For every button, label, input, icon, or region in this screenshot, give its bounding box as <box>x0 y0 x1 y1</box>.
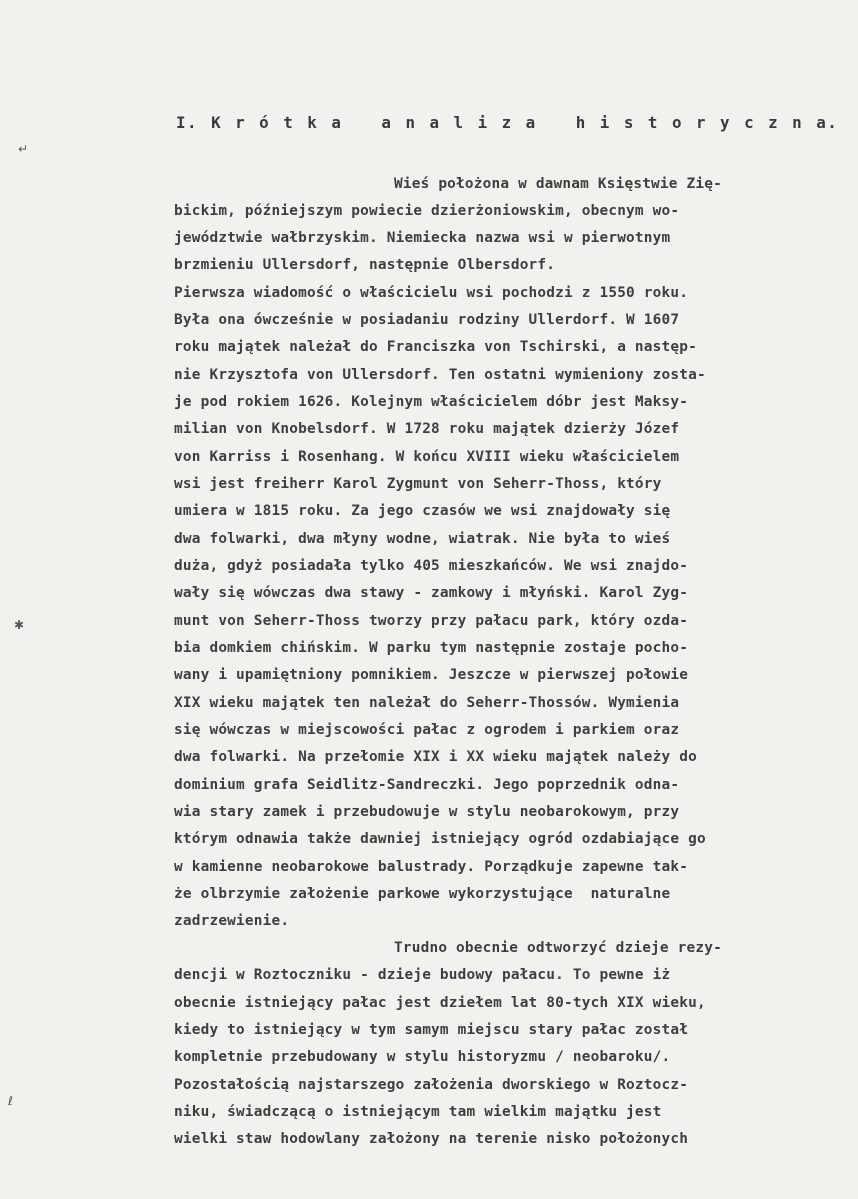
text-line: kiedy to istniejący w tym samym miejscu stary pałac został <box>174 1022 689 1038</box>
text-line: bickim, późniejszym powiecie dzierżoniowskim, obecnym wo- <box>174 203 680 219</box>
text-line: Trudno obecnie odtworzyć dzieje rezy- <box>394 940 722 956</box>
text-line: wany i upamiętniony pomnikiem. Jeszcze w pierwszej połowie <box>174 667 689 683</box>
text-line: Była ona ówcześnie w posiadaniu rodziny Ullerdorf. W 1607 <box>174 312 680 328</box>
text-line: dwa folwarki. Na przełomie XIX i XX wieku majątek należy do <box>174 749 697 765</box>
text-line: Wieś położona w dawnam Księstwie Zię- <box>394 176 722 192</box>
text-line: Pierwsza wiadomość o właścicielu wsi pochodzi z 1550 roku. <box>174 285 689 301</box>
text-line: zadrzewienie. <box>174 913 290 929</box>
text-line: wia stary zamek i przebudowuje w stylu neobarokowym, przy <box>174 804 680 820</box>
text-line: wielki staw hodowlany założony na terenie nisko położonych <box>174 1131 689 1147</box>
text-line: wały się wówczas dwa stawy - zamkowy i młyński. Karol Zyg- <box>174 585 689 601</box>
text-line: dominium grafa Seidlitz-Sandreczki. Jego poprzednik odna- <box>174 777 680 793</box>
text-line: się wówczas w miejscowości pałac z ogrodem i parkiem oraz <box>174 722 680 738</box>
text-line: XIX wieku majątek ten należał do Seherr-Thossów. Wymienia <box>174 695 680 711</box>
text-line: nie Krzysztofa von Ullersdorf. Ten ostatni wymieniony zosta- <box>174 367 706 383</box>
text-line: milian von Knobelsdorf. W 1728 roku majątek dzierży Józef <box>174 421 680 437</box>
text-line: brzmieniu Ullersdorf, następnie Olbersdorf. <box>174 257 556 273</box>
text-line: kompletnie przebudowany w stylu historyzmu / neobaroku/. <box>174 1049 671 1065</box>
text-line: że olbrzymie założenie parkowe wykorzystujące naturalne <box>174 886 671 902</box>
text-line: bia domkiem chińskim. W parku tym następnie zostaje pocho- <box>174 640 689 656</box>
text-line: umiera w 1815 roku. Za jego czasów we wsi znajdowały się <box>174 503 671 519</box>
text-line: munt von Seherr-Thoss tworzy przy pałacu park, który ozda- <box>174 613 689 629</box>
text-line: von Karriss i Rosenhang. W końcu XVIII wieku właścicielem <box>174 449 680 465</box>
text-line: roku majątek należał do Franciszka von Tschirski, a następ- <box>174 339 697 355</box>
text-line: dencji w Roztoczniku - dzieje budowy pałacu. To pewne iż <box>174 967 671 983</box>
text-line: niku, świadczącą o istniejącym tam wielkim majątku jest <box>174 1104 662 1120</box>
punch-mark-middle: ✱ <box>14 618 25 632</box>
punch-mark-top: ↵ <box>18 142 29 156</box>
text-line: wsi jest freiherr Karol Zygmunt von Seherr-Thoss, który <box>174 476 662 492</box>
text-line: duża, gdyż posiadała tylko 405 mieszkańców. We wsi znajdo- <box>174 558 689 574</box>
text-line: jewództwie wałbrzyskim. Niemiecka nazwa wsi w pierwotnym <box>174 230 671 246</box>
text-line: Pozostałością najstarszego założenia dworskiego w Roztocz- <box>174 1077 689 1093</box>
text-line: obecnie istniejący pałac jest dziełem lat 80-tych XIX wieku, <box>174 995 706 1011</box>
text-line: je pod rokiem 1626. Kolejnym właścicielem dóbr jest Maksy- <box>174 394 689 410</box>
text-line: w kamienne neobarokowe balustrady. Porządkuje zapewne tak- <box>174 859 689 875</box>
section-heading: I. K r ó t k a a n a l i z a h i s t o r y c z n a. <box>176 113 839 132</box>
text-line: którym odnawia także dawniej istniejący ogród ozdabiające go <box>174 831 706 847</box>
punch-mark-bottom: ℓ <box>8 1094 13 1108</box>
text-line: dwa folwarki, dwa młyny wodne, wiatrak. Nie była to wieś <box>174 531 671 547</box>
